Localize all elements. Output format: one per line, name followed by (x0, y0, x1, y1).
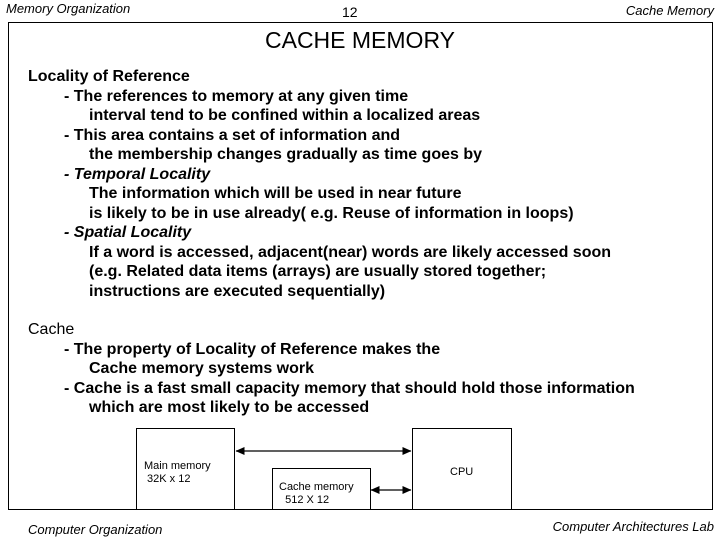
cpu-label: CPU (450, 466, 474, 478)
temporal-locality-line: is likely to be in use already( e.g. Reuse of information in loops) (89, 205, 574, 222)
cache-heading: Cache (28, 321, 75, 338)
header-topic: Cache Memory (625, 3, 714, 18)
footer-right: Computer Architectures Lab (552, 519, 714, 534)
footer-left: Computer Organization (28, 522, 163, 537)
cache-line: which are most likely to be accessed (89, 399, 370, 416)
locality-line: the membership changes gradually as time goes by (89, 146, 483, 163)
page-number: 12 (342, 4, 358, 20)
locality-line: interval tend to be confined within a localized areas (89, 107, 481, 124)
header-course-title: Memory Organization (6, 1, 131, 16)
locality-line: - This area contains a set of information and (64, 127, 401, 144)
main-memory-label: Main memory 32K x 12 (144, 460, 211, 485)
cache-memory-box (272, 468, 371, 510)
spatial-locality-label: - Spatial Locality (64, 224, 192, 241)
locality-line: - The references to memory at any given time (64, 88, 409, 105)
locality-heading: Locality of Reference (28, 68, 190, 85)
cache-line: Cache memory systems work (89, 360, 314, 377)
spatial-locality-line: instructions are executed sequentially) (89, 283, 386, 300)
cache-line: - Cache is a fast small capacity memory that should hold those information (64, 380, 635, 397)
main-memory-box (136, 428, 235, 510)
cache-line: - The property of Locality of Reference makes the (64, 341, 441, 358)
temporal-locality-label: - Temporal Locality (64, 166, 211, 183)
cache-memory-label: Cache memory 512 X 12 (279, 481, 354, 506)
temporal-locality-line: The information which will be used in near future (89, 185, 462, 202)
cpu-box (412, 428, 512, 510)
slide-title: CACHE MEMORY (265, 27, 455, 53)
spatial-locality-line: If a word is accessed, adjacent(near) words are likely accessed soon (89, 244, 612, 261)
spatial-locality-line: (e.g. Related data items (arrays) are usually stored together; (89, 263, 547, 280)
